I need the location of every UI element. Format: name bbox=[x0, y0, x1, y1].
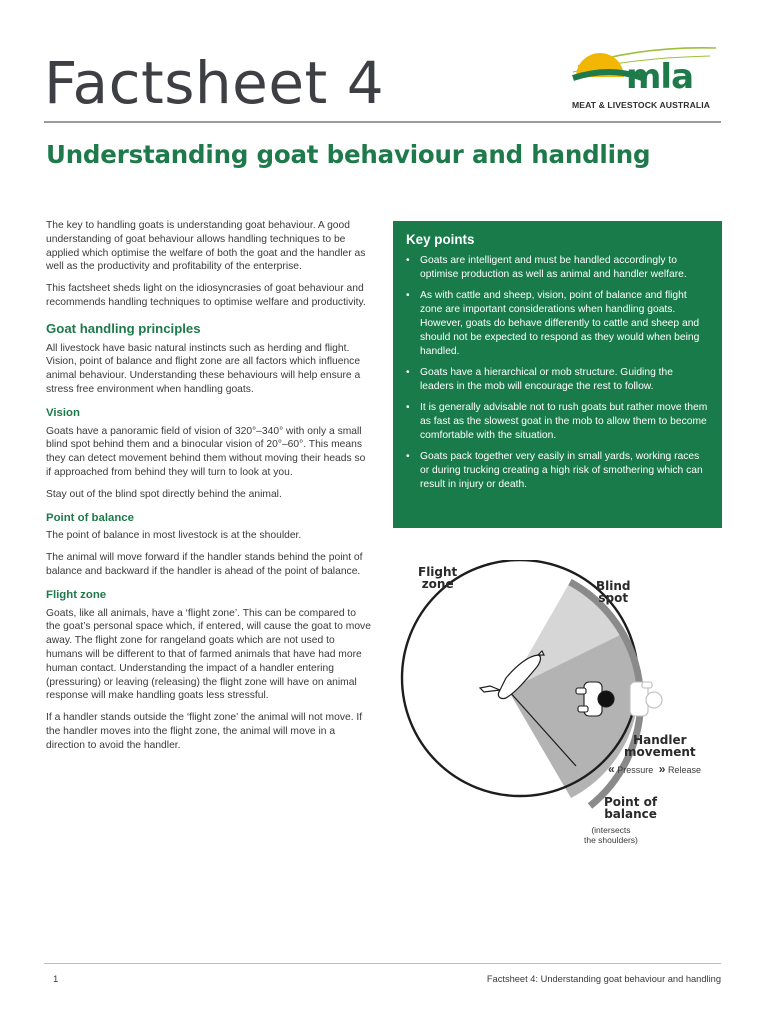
key-point-item: • Goats are intelligent and must be handled accordingly to optimise production as well as animal and handler welfare. bbox=[406, 255, 687, 280]
key-points-list bbox=[406, 254, 708, 492]
release-arrow-icon: » bbox=[658, 762, 666, 776]
pressure-release-legend bbox=[608, 762, 701, 776]
key-point-item: • It is generally advisable not to rush goats but rather move them as fast as the slowest goat in the mob to allow them to become comfortable with the situation. bbox=[406, 402, 708, 441]
logo-wordmark: mla bbox=[626, 57, 694, 97]
main-text-column bbox=[46, 219, 372, 761]
handler-movement-label: Handler movement bbox=[624, 733, 696, 759]
flight-zone-illustration bbox=[398, 560, 728, 850]
key-point-item: • As with cattle and sheep, vision, point of balance and flight zone are important considerations when handling goats. However, goats do behave differently to cattle and sheep and should not be expected to respond as they would when being handled. bbox=[406, 290, 700, 357]
footer-title: Factsheet 4: Understanding goat behaviour and handling bbox=[486, 974, 721, 984]
page-number: 1 bbox=[53, 974, 59, 985]
balance-paragraph-2: The animal will move forward if the handler stands behind the point of balance and backward if the handler is ahead of the point of balance. bbox=[46, 552, 363, 577]
bullet-icon: • bbox=[406, 402, 410, 413]
logo-subtitle: MEAT & LIVESTOCK AUSTRALIA bbox=[572, 100, 711, 110]
flight-zone-label: Flight zone bbox=[418, 565, 458, 591]
principles-heading: Goat handling principles bbox=[46, 320, 201, 336]
bullet-icon: • bbox=[406, 255, 410, 266]
flight-heading: Flight zone bbox=[46, 588, 107, 601]
balance-heading: Point of balance bbox=[46, 511, 134, 524]
point-of-balance-note: (intersects the shoulders) bbox=[584, 825, 638, 845]
bullet-icon: • bbox=[406, 367, 410, 378]
key-point-item: • Goats have a hierarchical or mob structure. Guiding the leaders in the mob will encourage the rest to follow. bbox=[406, 367, 673, 392]
flight-zone-diagram bbox=[398, 560, 728, 850]
intro-paragraph-2: This factsheet sheds light on the idiosyncrasies of goat behaviour and recommends handling techniques to optimise welfare and productivity. bbox=[46, 283, 366, 308]
bullet-icon: • bbox=[406, 290, 410, 301]
release-label: Release bbox=[667, 765, 701, 775]
handler-ghost-icon bbox=[630, 682, 662, 716]
key-point-item: • Goats pack together very easily in small yards, working races or during trucking creating a high risk of smothering which can result in injury or death. bbox=[406, 451, 703, 490]
vision-heading: Vision bbox=[46, 406, 80, 419]
flight-paragraph-1: Goats, like all animals, have a ‘flight zone’. This can be compared to the goat’s personal space which, if entered, will cause the goat to move away. The flight zone for rangeland goats which are not used to humans will be different to that of farmed animals that have had more human contact. Understanding the impact of a handler entering (pressuring) or leaving (releasing) the flight zone will have on animal response will make handling goats less stressful. bbox=[46, 607, 371, 702]
factsheet-label: Factsheet 4 bbox=[44, 49, 385, 117]
header-divider bbox=[44, 121, 721, 123]
key-points-box bbox=[393, 221, 722, 528]
footer-divider bbox=[44, 963, 721, 964]
principles-paragraph: All livestock have basic natural instincts such as herding and flight. Vision, point of balance and flight zone are all factors which influence animal behaviour. Understanding these behaviours will help ensure a stress free environment when handling goats. bbox=[46, 342, 361, 395]
pressure-arrow-icon: « bbox=[608, 762, 615, 776]
point-of-balance-label: Point of balance bbox=[604, 795, 658, 821]
document-title: Understanding goat behaviour and handling bbox=[46, 140, 651, 169]
vision-paragraph-2: Stay out of the blind spot directly behind the animal. bbox=[46, 488, 282, 500]
vision-paragraph-1: Goats have a panoramic field of vision of 320°–340° with only a small blind spot behind them and a binocular vision of 20°–60°. This means they can detect movement behind them without moving their heads so if approached from behind they will turn to look at you. bbox=[46, 425, 366, 478]
bullet-icon: • bbox=[406, 451, 410, 462]
blind-spot-label: Blind spot bbox=[596, 579, 631, 605]
flight-paragraph-2: If a handler stands outside the ‘flight zone’ the animal will not move. If the handler moves into the flight zone, the animal will move in a direction to avoid the handler. bbox=[46, 712, 363, 751]
pressure-label: Pressure bbox=[617, 765, 654, 775]
balance-paragraph-1: The point of balance in most livestock is at the shoulder. bbox=[46, 530, 302, 542]
key-points-heading: Key points bbox=[406, 232, 475, 247]
intro-paragraph-1: The key to handling goats is understanding goat behaviour. A good understanding of goat behaviour allows handling techniques to be applied which optimise the welfare of both the goat and the handler as well as the productivity and profitability of the enterprise. bbox=[46, 220, 366, 273]
